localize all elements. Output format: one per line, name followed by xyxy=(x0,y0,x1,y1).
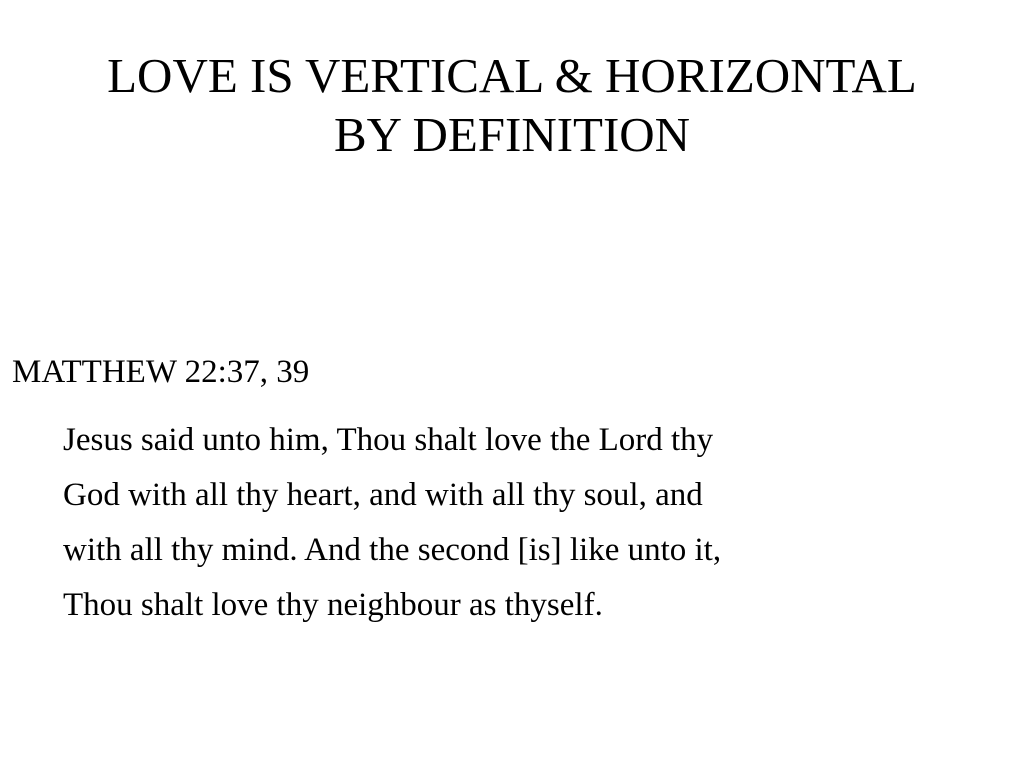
slide-title-line: LOVE IS VERTICAL & HORIZONTAL xyxy=(107,48,917,103)
verse-line: Jesus said unto him, Thou shalt love the Lord thy xyxy=(63,422,714,458)
verse-line: Thou shalt love thy neighbour as thyself. xyxy=(63,587,603,623)
scripture-reference: MATTHEW 22:37, 39 xyxy=(12,354,310,390)
verse-line: God with all thy heart, and with all thy soul, and xyxy=(63,477,703,513)
scripture-verse xyxy=(63,413,721,633)
slide-title xyxy=(0,46,1024,164)
verse-line: with all thy mind. And the second [is] like unto it, xyxy=(63,532,722,568)
slide-title-line: BY DEFINITION xyxy=(333,107,691,162)
